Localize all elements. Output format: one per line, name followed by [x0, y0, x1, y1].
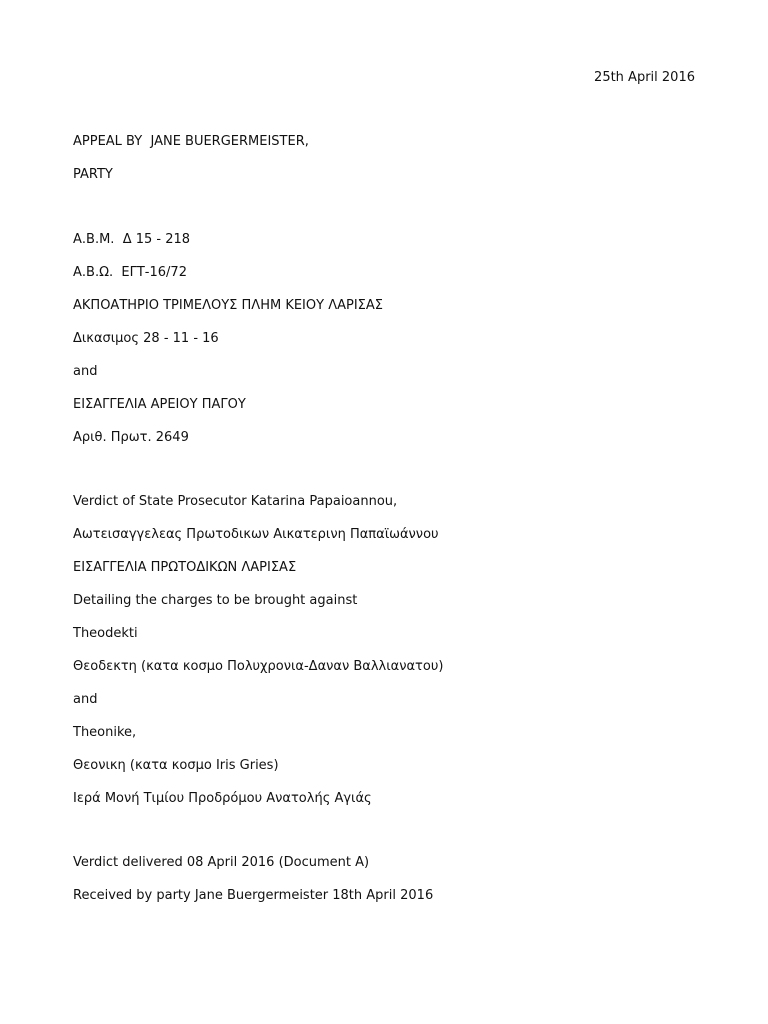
- supreme-prosecutor-office: ΕΙΣΑΓΓΕΛΙΑ ΑΡΕΙΟΥ ΠΑΓΟΥ: [73, 397, 246, 412]
- verdict-delivered: Verdict delivered 08 April 2016 (Document A): [73, 855, 370, 870]
- conjunction-and-2: and: [73, 692, 98, 707]
- appeal-heading: APPEAL BY JANE BUERGERMEISTER,: [73, 134, 309, 149]
- name-theonike-en: Theonike,: [73, 725, 137, 740]
- monastery-name: Ιερά Μονή Τιμίου Προδρόμου Ανατολής Αγιάς: [73, 791, 372, 806]
- protocol-number: Αριθ. Πρωτ. 2649: [73, 430, 189, 445]
- name-theodekti-en: Theodekti: [73, 626, 138, 641]
- charges-detail: Detailing the charges to be brought against: [73, 593, 358, 608]
- reference-abo: Α.Β.Ω. ΕΓΤ-16/72: [73, 265, 187, 280]
- name-theodekti-gr: Θεοδεκτη (κατα κοσμο Πολυχρονια-Δαναν Βαλλιανατου): [73, 659, 444, 674]
- first-instance-prosecutor-office: ΕΙΣΑΓΓΕΛΙΑ ΠΡΩΤΟΔΙΚΩΝ ΛΑΡΙΣΑΣ: [73, 560, 297, 575]
- court-name: ΑΚΠΟΑΤΗΡΙΟ ΤΡΙΜΕΛΟΥΣ ΠΛΗΜ ΚΕΙΟΥ ΛΑΡΙΣΑΣ: [73, 298, 383, 313]
- verdict-prosecutor-en: Verdict of State Prosecutor Katarina Papaioannou,: [73, 494, 398, 509]
- hearing-date: Δικασιμος 28 - 11 - 16: [73, 331, 219, 346]
- name-theonike-gr: Θεονικη (κατα κοσμο Iris Gries): [73, 758, 279, 773]
- document-date: 25th April 2016: [594, 70, 695, 85]
- verdict-received: Received by party Jane Buergermeister 18th April 2016: [73, 888, 434, 903]
- party-label: PARTY: [73, 167, 113, 182]
- conjunction-and-1: and: [73, 364, 98, 379]
- reference-abm: Α.Β.Μ. Δ 15 - 218: [73, 232, 191, 247]
- verdict-prosecutor-gr: Αωτεισαγγελεας Πρωτοδικων Αικατερινη Παπαϊωάννου: [73, 527, 439, 542]
